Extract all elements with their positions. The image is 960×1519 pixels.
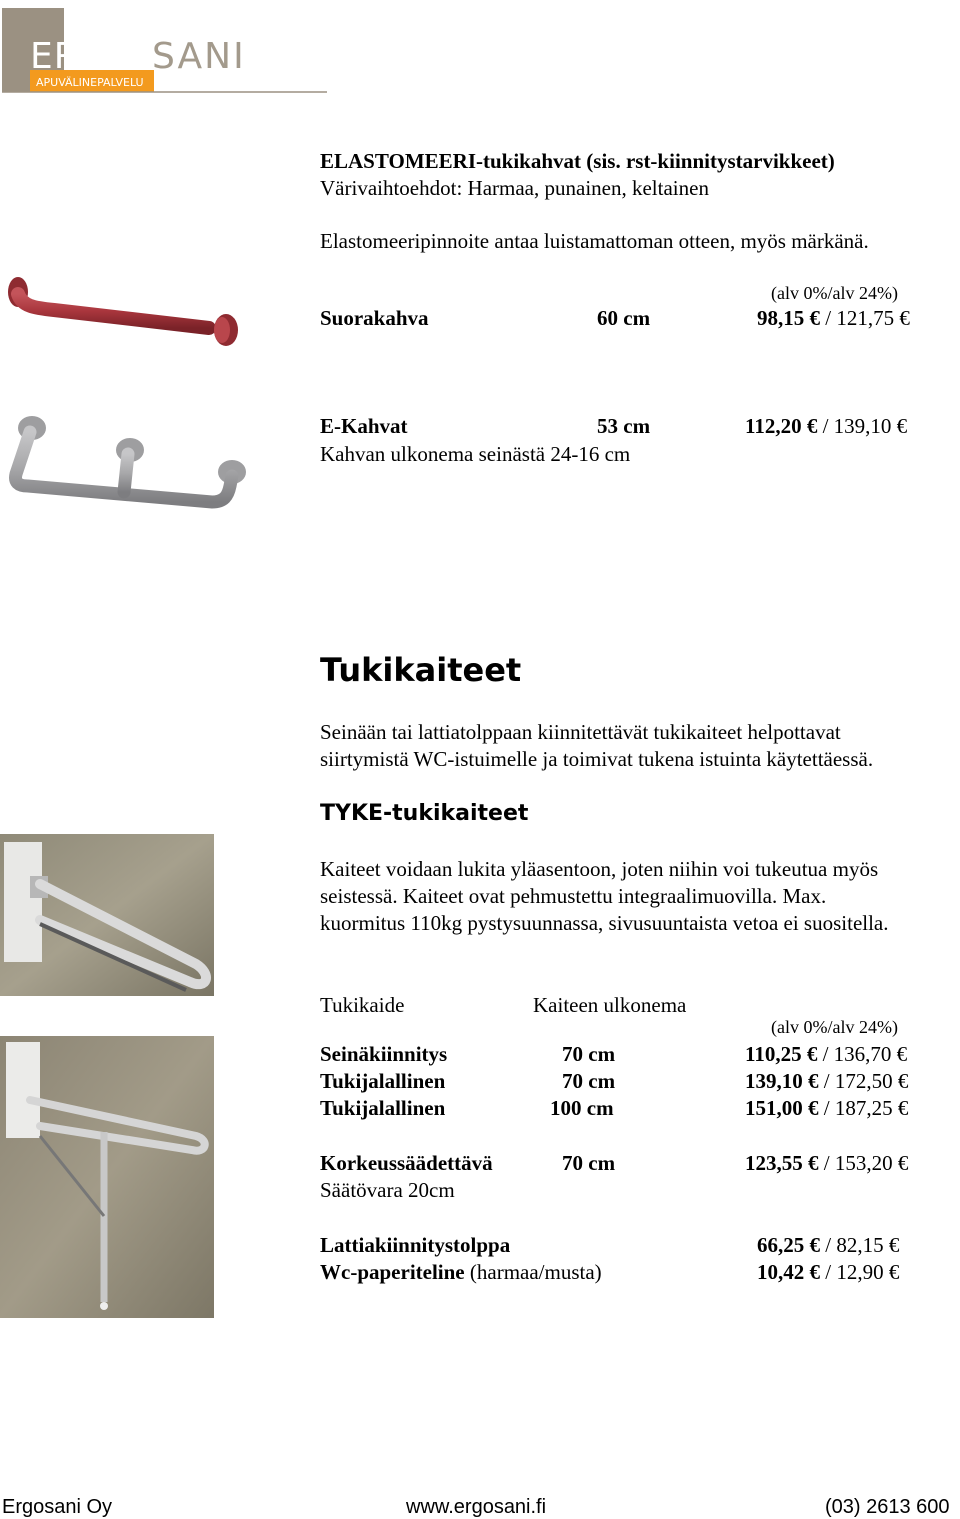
product-name-ekahvat: E-Kahvat (320, 414, 408, 438)
extra-item-price (757, 1259, 899, 1285)
price-vat0: 151,00 € (745, 1096, 819, 1120)
adjustment-range-note: Säätövara 20cm (320, 1178, 455, 1202)
price-vat24: / 136,70 € (817, 1042, 908, 1066)
tyke-desc-line1: Kaiteet voidaan lukita yläasentoon, joten niihin voi tukeutua myös (320, 857, 879, 881)
tyke-desc-line3: kuormitus 110kg pystysuunnassa, sivusuuntaista vetoa ei suositella. (320, 911, 889, 935)
table-row-name: Korkeussäädettävä (320, 1151, 493, 1175)
price-vat24: / 187,25 € (818, 1096, 909, 1120)
table-row-name: Tukijalallinen (320, 1096, 446, 1120)
price-vat0: 110,25 € (745, 1042, 818, 1066)
extra-item-detail: (harmaa/musta) (464, 1260, 602, 1284)
extra-item-title: Lattiakiinnitystolppa (320, 1233, 511, 1257)
red-straight-handle-image (4, 272, 244, 348)
svg-text:ERGO: ERGO (30, 36, 138, 77)
elastomeeri-title: ELASTOMEERI-tukikahvat (sis. rst-kiinnitystarvikkeet) (320, 149, 835, 173)
svg-text:SANI: SANI (152, 36, 246, 77)
table-row-size: 100 cm (550, 1096, 614, 1120)
table-row-price (745, 1150, 908, 1176)
price-vat0: 112,20 € (745, 414, 818, 438)
extra-item-price (757, 1232, 899, 1258)
folding-grab-rail-photo (0, 834, 214, 996)
ekahvat-note: Kahvan ulkonema seinästä 24-16 cm (320, 442, 631, 466)
product-size-ekahvat: 53 cm (597, 414, 651, 438)
gray-e-handle-image (2, 410, 252, 510)
product-price-ekahvat (745, 413, 907, 439)
price-vat24: / 121,75 € (820, 306, 910, 330)
table-row-size: 70 cm (562, 1069, 616, 1093)
price-vat0: 66,25 € (757, 1233, 820, 1257)
extra-item-name (320, 1259, 602, 1285)
section-heading-tukikaiteet: Tukikaiteet (320, 651, 522, 689)
table-row-name: Seinäkiinnitys (320, 1042, 448, 1066)
price-vat0: 139,10 € (745, 1069, 819, 1093)
product-name-suorakahva: Suorakahva (320, 306, 429, 330)
elastomeeri-colors: Värivaihtoehdot: Harmaa, punainen, keltainen (320, 176, 709, 200)
product-size-suorakahva: 60 cm (597, 306, 651, 330)
table-row-size: 70 cm (562, 1042, 616, 1066)
price-vat24: / 153,20 € (818, 1151, 909, 1175)
table-row-price (745, 1041, 907, 1067)
grab-rail-with-leg-photo (0, 1036, 214, 1318)
table-row-price (745, 1095, 908, 1121)
table-row-name: Tukijalallinen (320, 1069, 446, 1093)
tukikaiteet-desc-line2: siirtymistä WC-istuimelle ja toimivat tukena istuinta käytettäessä. (320, 747, 874, 771)
logo-sub: APUVÄLINEPALVELU (36, 76, 144, 89)
tukikaiteet-desc-line1: Seinään tai lattiatolppaan kiinnitettävät tukikaiteet helpottavat (320, 720, 841, 744)
footer-company: Ergosani Oy (2, 1496, 113, 1518)
ergosani-logo (0, 2, 330, 94)
product-price-suorakahva (757, 305, 910, 331)
logo-graphic (0, 2, 330, 94)
tyke-desc-line2: seistessä. Kaiteet ovat pehmustettu integraalimuovilla. Max. (320, 884, 827, 908)
footer-phone: (03) 2613 600 (825, 1496, 950, 1518)
price-vat24: / 139,10 € (817, 414, 908, 438)
price-vat0: 123,55 € (745, 1151, 819, 1175)
price-vat0: 10,42 € (757, 1260, 820, 1284)
table-row-price (745, 1068, 908, 1094)
price-vat24: / 12,90 € (820, 1260, 900, 1284)
extra-item-title: Wc-paperiteline (320, 1260, 465, 1284)
footer-website-link[interactable]: www.ergosani.fi (406, 1496, 547, 1518)
extra-item-name (320, 1232, 510, 1258)
col-head-tukikaide: Tukikaide (320, 993, 405, 1017)
col-head-ulkonema: Kaiteen ulkonema (533, 993, 687, 1017)
price-vat24: / 172,50 € (818, 1069, 909, 1093)
vat-note-1: (alv 0%/alv 24%) (771, 283, 898, 303)
price-vat0: 98,15 € (757, 306, 820, 330)
vat-note-2: (alv 0%/alv 24%) (771, 1017, 898, 1037)
subheading-tyke: TYKE-tukikaiteet (320, 801, 529, 826)
table-row-size: 70 cm (562, 1151, 616, 1175)
elastomeeri-description: Elastomeeripinnoite antaa luistamattoman otteen, myös märkänä. (320, 229, 869, 253)
price-vat24: / 82,15 € (820, 1233, 900, 1257)
